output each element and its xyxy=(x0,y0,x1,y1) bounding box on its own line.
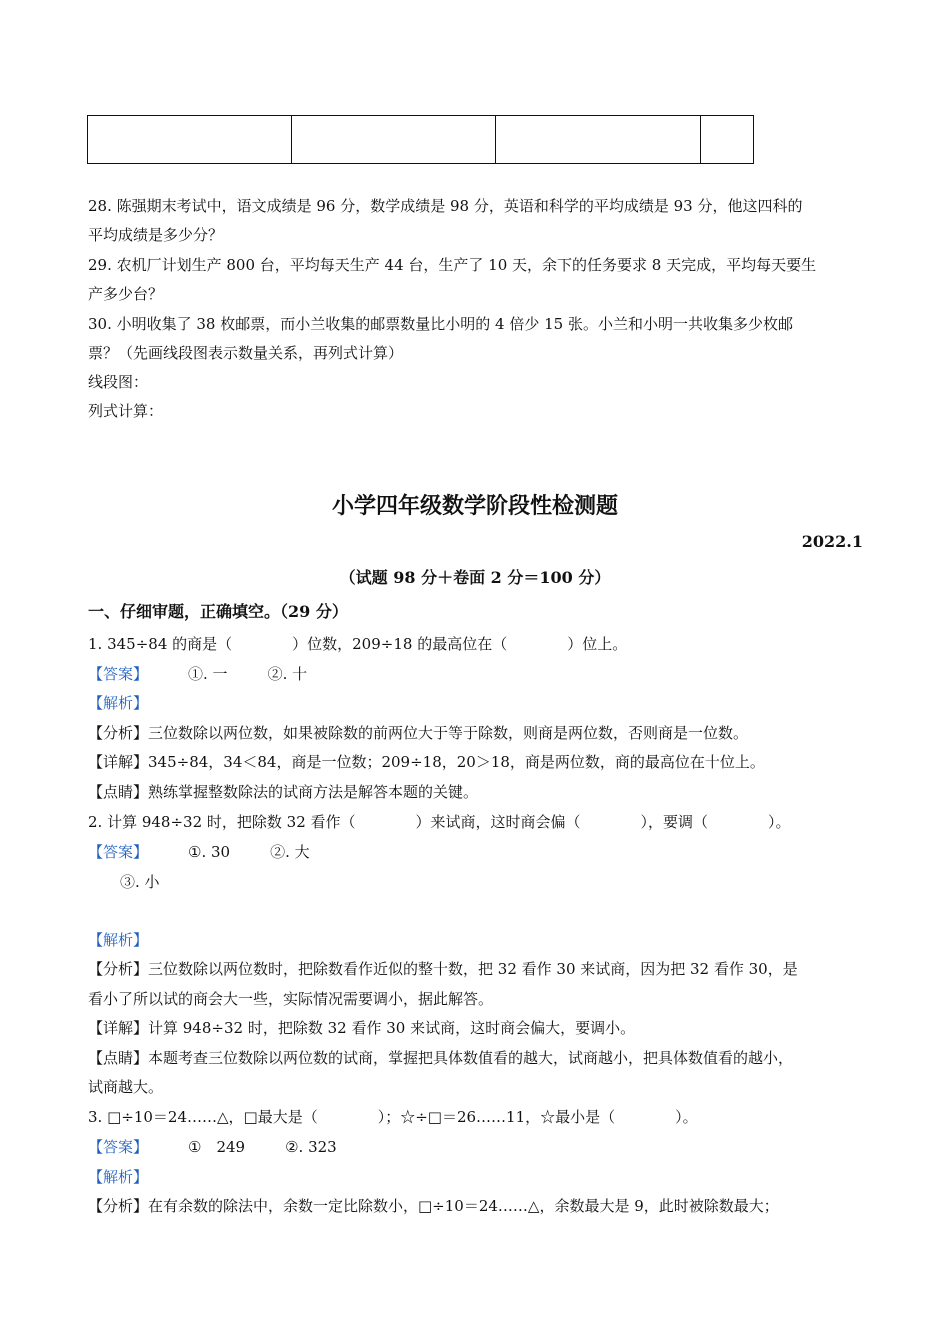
problem-28-line1: 28. 陈强期末考试中，语文成绩是 96 分，数学成绩是 98 分，英语和科学的平均成绩是 93 分，他这四科的 xyxy=(88,197,803,215)
answer-item: ②. 大 xyxy=(270,843,310,861)
table-cell xyxy=(496,116,701,164)
answer-item: ①. 一 xyxy=(188,665,228,683)
diagram-label: 线段图： xyxy=(88,373,149,391)
table-cell xyxy=(292,116,496,164)
question-2-answer xyxy=(88,842,310,862)
exam-subtitle: （试题 98 分＋卷面 2 分＝100 分） xyxy=(339,568,611,587)
q2-dianjing-line1: 【点睛】本题考查三位数除以两位数的试商，掌握把具体数值看的越大，试商越小，把具体数值看的越小， xyxy=(88,1049,794,1067)
q2-dianjing-line2: 试商越大。 xyxy=(88,1078,164,1096)
analysis-tag: 【解析】 xyxy=(88,931,149,949)
question-3-answer xyxy=(88,1137,337,1157)
answer-item: ① 249 xyxy=(188,1138,246,1156)
q2-fenxi-line2: 看小了所以试的商会大一些，实际情况需要调小，据此解答。 xyxy=(88,990,494,1008)
answer-tag: 【答案】 xyxy=(88,843,149,861)
answer-item: ①. 30 xyxy=(188,843,231,861)
analysis-tag: 【解析】 xyxy=(88,1168,149,1186)
q2-fenxi-line1: 【分析】三位数除以两位数时，把除数看作近似的整十数，把 32 看作 30 来试商，因为把 32 看作 30，是 xyxy=(88,960,798,978)
problem-29-line1: 29. 农机厂计划生产 800 台，平均每天生产 44 台，生产了 10 天，余下的任务要求 8 天完成，平均每天要生 xyxy=(88,256,817,274)
q1-xiangjie: 【详解】345÷84，34＜84，商是一位数；209÷18，20＞18，商是两位数，商的最高位在十位上。 xyxy=(88,753,765,771)
answer-item: ②. 十 xyxy=(267,665,308,683)
answer-item: ③. 小 xyxy=(120,873,160,891)
exam-date: 2022.1 xyxy=(801,532,863,551)
answer-item: ②. 323 xyxy=(285,1138,337,1156)
problem-28-line2: 平均成绩是多少分？ xyxy=(88,226,224,244)
question-2: 2. 计算 948÷32 时，把除数 32 看作（ ）来试商，这时商会偏（ ），要调（ ）。 xyxy=(88,813,791,831)
table-cell xyxy=(701,116,754,164)
question-1: 1. 345÷84 的商是（ ）位数，209÷18 的最高位在（ ）位上。 xyxy=(88,635,628,653)
problem-30-line2: 票？（先画线段图表示数量关系，再列式计算） xyxy=(88,344,404,362)
calculation-label: 列式计算： xyxy=(88,402,164,420)
problem-30-line1: 30. 小明收集了 38 枚邮票，而小兰收集的邮票数量比小明的 4 倍少 15 张。小兰和小明一共收集多少枚邮 xyxy=(88,315,793,333)
analysis-tag: 【解析】 xyxy=(88,694,149,712)
answer-tag: 【答案】 xyxy=(88,1138,149,1156)
answer-tag: 【答案】 xyxy=(88,665,149,683)
table-cell xyxy=(88,116,292,164)
answer-table xyxy=(87,115,754,164)
question-3: 3. □÷10＝24……△，□最大是（ ）；☆÷□＝26……11，☆最小是（ ）。 xyxy=(88,1108,698,1126)
section-heading: 一、仔细审题，正确填空。（29 分） xyxy=(88,602,348,621)
q1-fenxi: 【分析】三位数除以两位数，如果被除数的前两位大于等于除数，则商是两位数，否则商是一位数。 xyxy=(88,724,749,742)
q1-dianjing: 【点睛】熟练掌握整数除法的试商方法是解答本题的关键。 xyxy=(88,783,479,801)
exam-title: 小学四年级数学阶段性检测题 xyxy=(331,493,618,519)
problem-29-line2: 产多少台？ xyxy=(88,285,164,303)
question-1-answer xyxy=(88,664,307,684)
q3-fenxi: 【分析】在有余数的除法中，余数一定比除数小，□÷10＝24……△，余数最大是 9，此时被除数最大； xyxy=(88,1197,779,1215)
q2-xiangjie: 【详解】计算 948÷32 时，把除数 32 看作 30 来试商，这时商会偏大，要调小。 xyxy=(88,1019,636,1037)
